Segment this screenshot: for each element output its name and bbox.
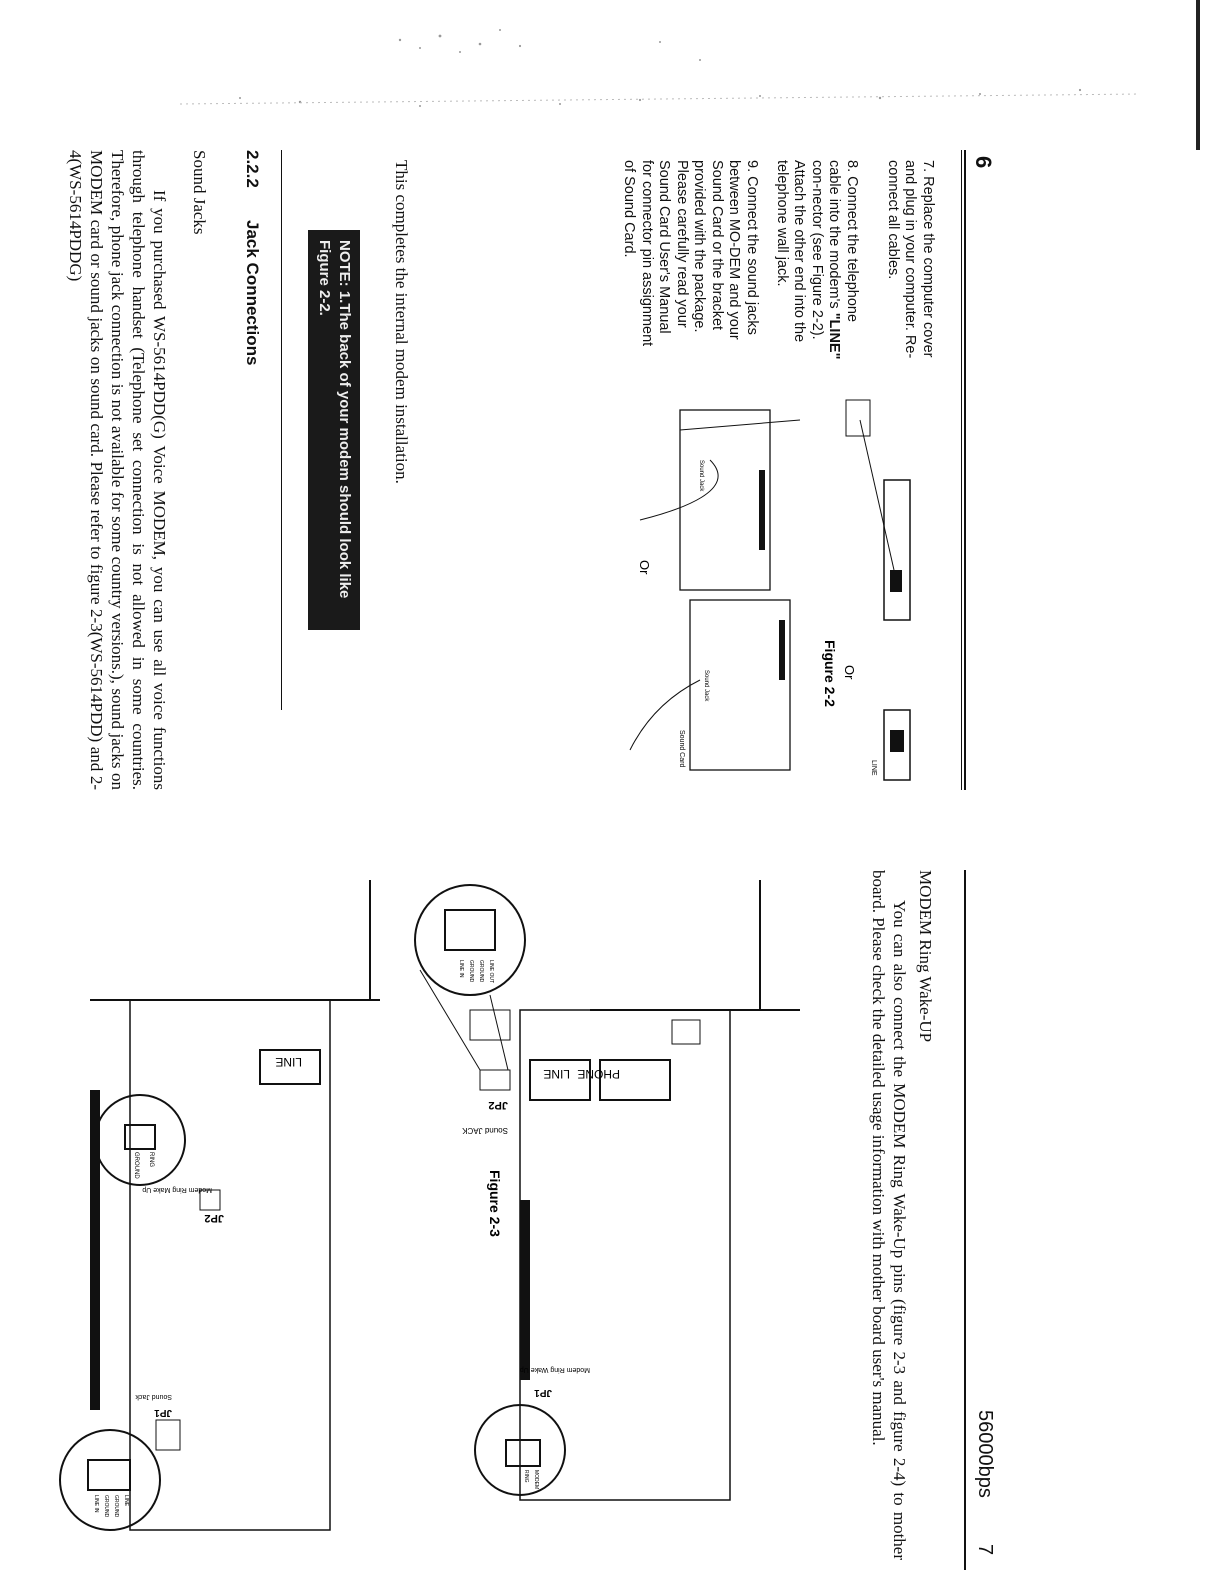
sound-jack-2-3: Sound JACK (462, 1126, 508, 1135)
scan-noise (0, 0, 1224, 140)
scan-edge (1196, 0, 1200, 150)
ring-wake-2-4: Modem Ring Make Up (142, 1186, 212, 1193)
or-label-1: Or (842, 665, 857, 680)
pin-2-4-line-in: LINE IN (93, 1495, 99, 1513)
sound-jack-label-2: Sound Jack (703, 670, 709, 702)
pin-ground-1: GROUND (478, 960, 484, 983)
note-box: NOTE: 1.The back of your modem should look like Figure 2-2. (308, 230, 360, 630)
bracket-1-jack (890, 570, 902, 592)
jp2-label: JP2 (488, 1099, 508, 1111)
figure-2-4 (50, 870, 380, 1570)
sound-jack-2-4: Sound Jack (135, 1393, 172, 1400)
section-number: 2.2.2 (243, 150, 262, 188)
ring-pin-ring-2-4: RING (148, 1152, 154, 1167)
sound-jacks-paragraph: If you purchased WS-5614PDD(G) Voice MODEM, you can use all voice functions through telephone handset (Telephone set connection is not allowed in some countries. Therefore, phone jack connection is not available for some country versions.), sound jacks on MODEM card or sound jacks on sound card. Please refer to figure 2-3(WS-5614PDD) and 2-4(WS-5614PDDG) (66, 150, 169, 790)
magnifier-2-4-ring (95, 1095, 185, 1185)
completes-text: This completes the internal modem installation. (392, 160, 411, 484)
modem-card-2-3 (520, 1010, 730, 1500)
figure-2-3-caption: Figure 2-3 (487, 1170, 503, 1237)
pin-line-in: LINE IN (458, 960, 464, 978)
jp1-label-2-3: JP1 (534, 1387, 552, 1398)
ring-pin-ring: RING (523, 1470, 529, 1483)
sound-jack-label-1: Sound Jack (698, 460, 704, 492)
header-title: 56000bps (974, 1410, 996, 1498)
bracket-1 (884, 480, 910, 620)
edge-connector-2-4 (90, 1090, 100, 1410)
edge-connector-2-3 (520, 1200, 530, 1380)
sound-card-label: Sound Card (678, 730, 685, 768)
figure-2-2-caption: Figure 2-2 (822, 640, 838, 707)
modem-card (680, 410, 770, 590)
figure-2-3 (400, 870, 820, 1570)
jp1-label-2-4: JP1 (154, 1407, 172, 1418)
pin-2-4-ground-2: GROUND (103, 1495, 109, 1518)
header-rule-6 (964, 150, 966, 790)
section-rule (281, 150, 282, 710)
pin-ground-2: GROUND (468, 960, 474, 983)
step-8: 8. Connect the telephone cable into the modem's "LINE" con-nector (see Figure 2-2). Attach the other end into the telephone wall jack. (774, 160, 860, 360)
page-number-7: 7 (974, 1544, 996, 1556)
pin-line-out: LINE OUT (488, 960, 494, 984)
line-label: LINE (870, 760, 877, 776)
step-9: 9. Connect the sound jacks between MO-DEM and your Sound Card or the bracket provided with the package. Please carefully read your Sound Card User's Manual for connector pin assignment of Sound Card. (621, 160, 760, 347)
bracket-2-jack (890, 730, 904, 752)
ring-wakeup-paragraph: You can also connect the MODEM Ring Wake-Up pins (figure 2-3 and figure 2-4) to mother board. Please check the detailed usage information with mother board user's manual. (869, 870, 909, 1560)
phone-label: PHONE (577, 1067, 620, 1081)
pin-2-4-line: LINE (123, 1495, 129, 1507)
ring-pin-ground-2-4: GROUND (133, 1152, 139, 1179)
figure-2-2 (520, 370, 940, 790)
jp2-label-2-4: JP2 (204, 1212, 224, 1224)
small-plug (846, 400, 870, 436)
header-rule-7 (964, 870, 966, 1570)
section-title-jack: Jack Connections (243, 220, 262, 366)
line-label-2-3: LINE (543, 1067, 570, 1081)
step-7: 7. Replace the computer cover and plug in your computer. Re-connect all cables. (885, 160, 936, 359)
jp2-header (480, 1070, 510, 1090)
rotated-spread (40, 150, 1000, 1570)
pin-2-4-ground-1: GROUND (113, 1495, 119, 1518)
page-number-6: 6 (971, 156, 996, 169)
line-label-2-4: LINE (275, 1055, 302, 1069)
magnifier-2-4-jp1 (60, 1430, 160, 1530)
ring-wake-2-3: Modem Ring Wake Up (519, 1366, 590, 1373)
ring-wakeup-title: MODEM Ring Wake-UP (916, 870, 935, 1043)
or-label-2: Or (637, 560, 652, 575)
header-rule-6b (961, 150, 962, 790)
ring-pin-modem: MODEM (533, 1470, 539, 1490)
subheading-sound-jacks: Sound Jacks (190, 150, 209, 235)
